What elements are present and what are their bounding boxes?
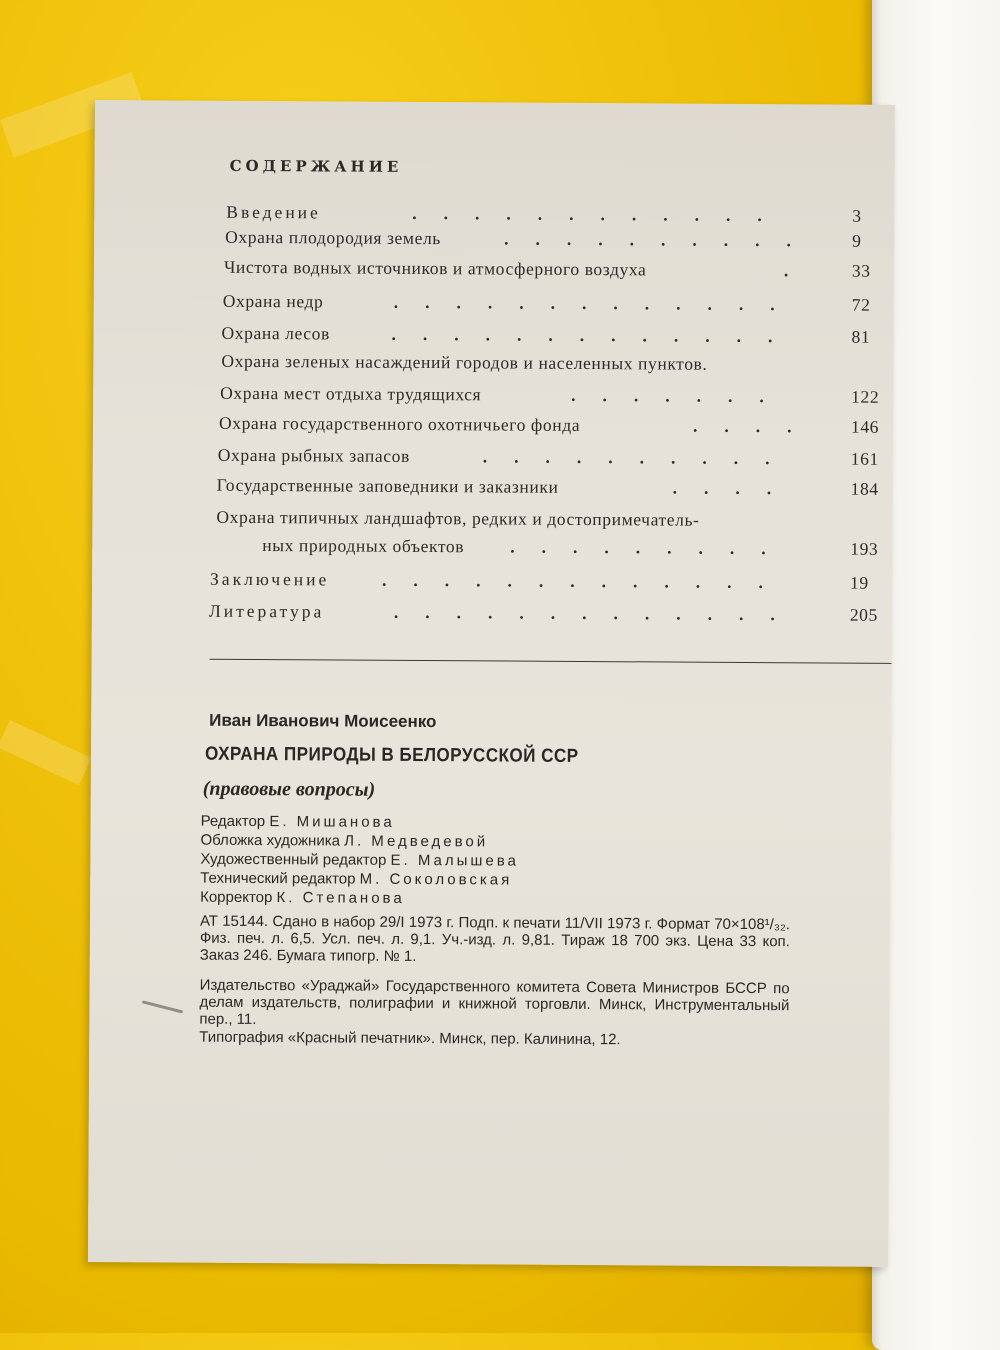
toc-entry — [93, 382, 893, 413]
toc-entry-page: 122 — [851, 386, 880, 407]
toc-dot-leader: .... — [692, 415, 819, 437]
toc-entry — [92, 600, 892, 631]
toc-dot-leader: . — [783, 260, 816, 281]
book-title: ОХРАНА ПРИРОДЫ В БЕЛОРУССКОЙ ССР — [204, 743, 579, 767]
toc-dot-leader: ............. — [393, 601, 802, 625]
credit-line: Технический редактор М. Соколовская — [200, 869, 513, 889]
publisher-info: Издательство «Ураджай» Государственного комитета Совета Министров БССР по делам издательств, полиграфии и книжной торговли. Минск, Инструментальный пер., 11. — [199, 976, 790, 1029]
author-name: Иван Иванович Моисеенко — [209, 710, 437, 732]
toc-entry-title: Государственные заповедники и заказники — [216, 474, 559, 497]
toc-entry-title: Охрана лесов — [221, 322, 330, 344]
pencil-mark — [142, 1000, 183, 1013]
printer-info: Типография «Красный печатник». Минск, пер. Калинина, 12. — [199, 1028, 621, 1049]
toc-entry — [93, 412, 893, 443]
toc-entry-title: Охрана типичных ландшафтов, редких и достопримечатель- — [216, 506, 700, 530]
toc-entry-title: Заключение — [210, 568, 330, 590]
credit-line: Обложка художника Л. Медведевой — [200, 831, 489, 851]
toc-entry-title: Чистота водных источников и атмосферного воздуха — [223, 256, 647, 280]
toc-entry — [94, 226, 894, 257]
toc-entry — [93, 474, 893, 505]
toc-entry-title: Охрана плодородия земель — [225, 226, 441, 249]
toc-entry — [94, 256, 894, 287]
divider-line — [210, 659, 895, 664]
toc-entry — [94, 290, 894, 321]
book-subtitle: (правовые вопросы) — [202, 777, 376, 801]
book-page — [88, 100, 895, 1267]
contents-heading: СОДЕРЖАНИЕ — [229, 156, 403, 176]
toc-dot-leader: ............. — [393, 291, 802, 315]
toc-dot-leader: .......... — [504, 228, 818, 251]
toc-entry-title: Введение — [226, 201, 321, 223]
toc-entry — [93, 444, 893, 475]
toc-entry-title: Литература — [208, 600, 325, 622]
toc-dot-leader: ............. — [382, 569, 791, 593]
toc-entry — [92, 534, 892, 565]
toc-dot-leader: ....... — [571, 384, 791, 407]
toc-dot-leader: ............. — [391, 323, 800, 347]
toc-entry-page: 161 — [850, 448, 879, 469]
toc-dot-leader: .... — [672, 477, 799, 499]
background-fabric-fold — [0, 720, 92, 785]
toc-entry-title: Охрана рыбных запасов — [217, 444, 410, 466]
toc-dot-leader: ............ — [412, 202, 789, 226]
toc-entry — [93, 350, 893, 381]
toc-entry-title: ных природных объектов — [262, 535, 465, 557]
toc-entry-title: Охрана недр — [222, 290, 324, 312]
toc-entry-page: 184 — [850, 478, 879, 499]
toc-entry-page: 33 — [851, 260, 871, 281]
toc-entry-page: 205 — [849, 604, 878, 625]
toc-entry-page: 81 — [851, 326, 871, 347]
printing-details: АТ 15144. Сдано в набор 29/I 1973 г. Подп. к печати 11/VII 1973 г. Формат 70×108¹/₃₂. Физ. печ. л. 6,5. Усл. печ. л. 9,1. Уч.-изд. л. 9,81. Тираж 18 700 экз. Цена 33 коп. Заказ 246. Бумага типогр. № 1. — [199, 912, 791, 965]
toc-entry-title: Охрана мест отдыха трудящихся — [220, 382, 482, 405]
toc-entry-page: 19 — [850, 572, 869, 593]
toc-entry-page: 193 — [850, 538, 879, 559]
toc-entry-page: 146 — [850, 416, 880, 437]
credit-line: Художественный редактор Е. Малышева — [200, 850, 519, 870]
toc-entry — [92, 568, 892, 599]
toc-dot-leader: ......... — [510, 536, 793, 559]
toc-entry-title: Охрана государственного охотничьего фонда — [218, 412, 581, 435]
toc-dot-leader: .......... — [482, 446, 797, 469]
credit-line: Корректор К. Степанова — [200, 888, 405, 907]
credit-line: Редактор Е. Мишанова — [200, 812, 395, 831]
toc-entry-page: 3 — [852, 205, 862, 226]
toc-entry — [93, 322, 893, 353]
toc-entry-page: 9 — [852, 230, 862, 251]
toc-entry-title: Охрана зеленых насаждений городов и населенных пунктов. — [221, 350, 708, 374]
toc-entry-page: 72 — [851, 294, 871, 315]
toc-entry — [92, 506, 892, 537]
